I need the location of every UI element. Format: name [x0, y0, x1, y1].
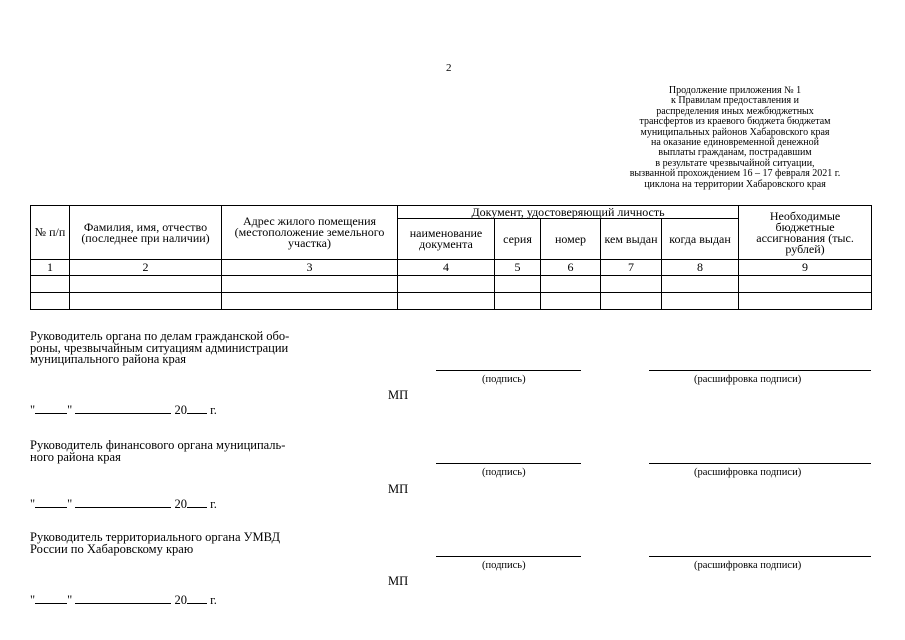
date-month-blank[interactable] [75, 593, 171, 604]
table-cell[interactable] [495, 293, 541, 310]
table-cell[interactable] [70, 293, 222, 310]
column-number: 7 [601, 260, 662, 276]
header-budget-funds: Необходимые бюджетные ассигнования (тыс. рублей) [739, 206, 872, 260]
table-row [31, 293, 872, 310]
date-month-blank[interactable] [75, 403, 171, 414]
decoding-caption: (расшифровка подписи) [694, 374, 802, 385]
table-cell[interactable] [495, 276, 541, 293]
header-issued-by: кем выдан [601, 219, 662, 260]
decoding-caption: (расшифровка подписи) [694, 467, 802, 478]
signatory-title-line: России по Хабаровскому краю [30, 541, 194, 556]
table-cell[interactable] [541, 293, 601, 310]
signatory-title-line: Руководитель финансового органа муниципаль- [30, 438, 286, 452]
table-cell[interactable] [662, 293, 739, 310]
date-line: " " 20 г. [30, 497, 217, 511]
appendix-line: на оказание единовременной денежной [651, 137, 819, 149]
appendix-line: в результате чрезвычайной ситуации, [655, 157, 815, 169]
column-number: 2 [70, 260, 222, 276]
header-address: Адрес жилого помещения (местоположение земельного участка) [222, 206, 398, 260]
column-number: 5 [495, 260, 541, 276]
date-line: " " 20 г. [30, 403, 217, 417]
signatory-title-line: Руководитель территориального органа УМВД [30, 530, 281, 544]
date-year-blank[interactable] [187, 403, 207, 414]
table-cell[interactable] [601, 276, 662, 293]
date-day-blank[interactable] [35, 403, 67, 414]
signatory-title-line: Руководитель органа по делам гражданской обо- [30, 329, 290, 343]
decoding-caption: (расшифровка подписи) [694, 560, 802, 571]
date-year-prefix: 20 [174, 497, 187, 511]
signatory-title-line: ного района края [30, 449, 121, 464]
header-number: номер [541, 219, 601, 260]
date-year-blank[interactable] [187, 497, 207, 508]
column-number-row [31, 260, 872, 276]
decoding-line[interactable] [649, 463, 871, 464]
appendix-line: выплаты гражданам, пострадавшим [658, 147, 812, 159]
stamp-label: МП [388, 388, 409, 402]
date-year-blank[interactable] [187, 593, 207, 604]
appendix-line: распределения иных межбюджетных [656, 105, 814, 117]
signatory-title-line: роны, чрезвычайным ситуациям администрации [30, 340, 289, 355]
date-day-blank[interactable] [35, 593, 67, 604]
stamp-label: МП [388, 482, 409, 496]
signature-caption: (подпись) [482, 467, 526, 478]
signatory-title-line: муниципального района края [30, 352, 187, 366]
header-series: серия [495, 219, 541, 260]
signature-block-finance [30, 440, 285, 463]
table-cell[interactable] [398, 293, 495, 310]
table-cell[interactable] [601, 293, 662, 310]
header-document-group: Документ, удостоверяющий личность [398, 206, 739, 219]
appendix-line: муниципальных районов Хабаровского края [640, 126, 830, 138]
table-cell[interactable] [222, 276, 398, 293]
page-number: 2 [446, 62, 452, 74]
table-cell[interactable] [31, 293, 70, 310]
table-cell[interactable] [541, 276, 601, 293]
date-day-blank[interactable] [35, 497, 67, 508]
header-num: № п/п [31, 206, 70, 260]
appendix-line: вызванной прохождением 16 – 17 февраля 2021 г. [629, 168, 841, 180]
date-month-blank[interactable] [75, 497, 171, 508]
table-row [31, 276, 872, 293]
appendix-header [600, 86, 870, 190]
date-suffix: г. [210, 497, 217, 511]
column-number: 9 [739, 260, 872, 276]
signature-caption: (подпись) [482, 560, 526, 571]
date-line: " " 20 г. [30, 593, 217, 607]
table-cell[interactable] [398, 276, 495, 293]
signature-block-civil-defense [30, 331, 289, 366]
signature-line[interactable] [436, 556, 581, 557]
date-year-prefix: 20 [174, 403, 187, 417]
header-doc-name: наименование документа [398, 219, 495, 260]
recipients-table [30, 205, 872, 310]
signature-line[interactable] [436, 370, 581, 371]
column-number: 8 [662, 260, 739, 276]
stamp-label: МП [388, 574, 409, 588]
date-suffix: г. [210, 593, 217, 607]
table-cell[interactable] [31, 276, 70, 293]
column-number: 1 [31, 260, 70, 276]
table-cell[interactable] [662, 276, 739, 293]
signature-line[interactable] [436, 463, 581, 464]
appendix-line: к Правилам предоставления и [671, 95, 799, 107]
appendix-line: трансфертов из краевого бюджета бюджетам [639, 116, 831, 128]
table-cell[interactable] [70, 276, 222, 293]
column-number: 4 [398, 260, 495, 276]
appendix-line: циклона на территории Хабаровского края [644, 178, 826, 190]
table-cell[interactable] [739, 293, 872, 310]
column-number: 3 [222, 260, 398, 276]
signature-block-police [30, 532, 280, 555]
signature-caption: (подпись) [482, 374, 526, 385]
date-suffix: г. [210, 403, 217, 417]
header-full-name: Фамилия, имя, отчество (последнее при наличии) [70, 206, 222, 260]
table-cell[interactable] [739, 276, 872, 293]
table-cell[interactable] [222, 293, 398, 310]
decoding-line[interactable] [649, 370, 871, 371]
column-number: 6 [541, 260, 601, 276]
decoding-line[interactable] [649, 556, 871, 557]
date-year-prefix: 20 [174, 593, 187, 607]
appendix-line: Продолжение приложения № 1 [668, 85, 802, 96]
header-issued-when: когда выдан [662, 219, 739, 260]
